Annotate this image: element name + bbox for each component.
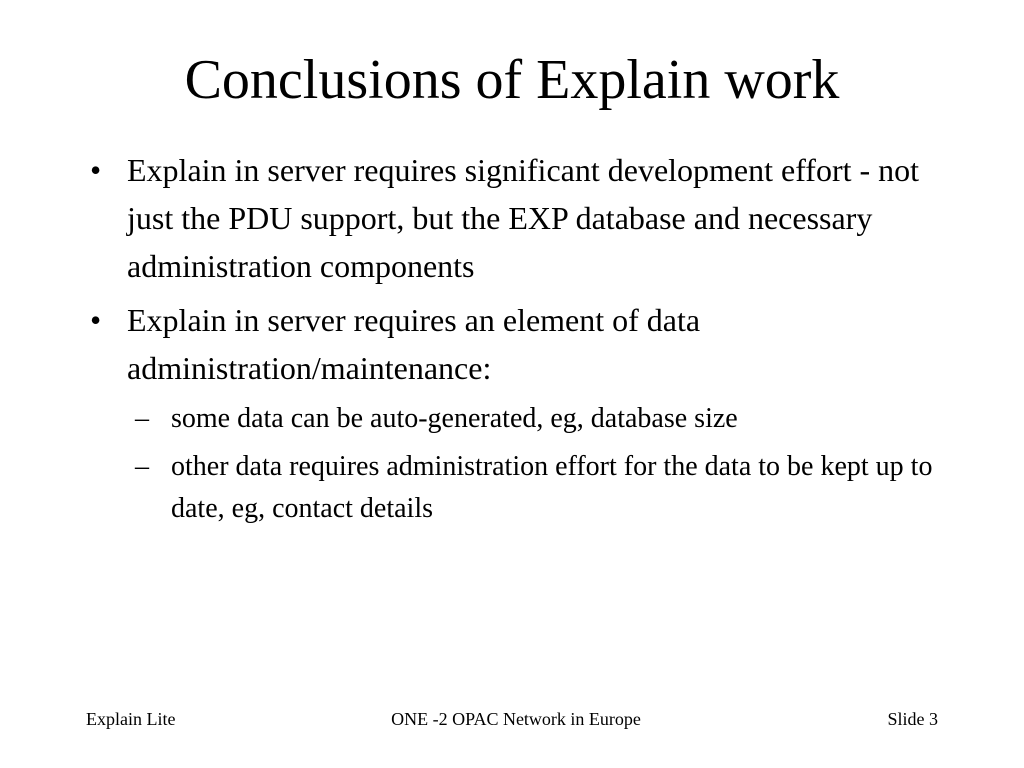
sub-bullet-text: other data requires administration effort for the data to be kept up to date, eg, contact details [171,451,933,524]
footer-center-text: ONE -2 OPAC Network in Europe [391,709,641,729]
bullet-text: Explain in server requires significant development effort - not just the PDU support, but the EXP database and necessary administration components [127,152,920,284]
bullet-item [80,146,960,290]
bullet-marker: • [90,302,102,338]
sub-bullet-item [80,398,960,440]
sub-bullet-item [80,446,960,530]
slide-body [80,146,960,536]
sub-bullet-text: some data can be auto-generated, eg, database size [171,403,738,434]
sub-bullet-marker: – [135,403,149,434]
bullet-item [80,296,960,392]
bullet-marker: • [90,152,102,188]
sub-bullet-marker: – [135,451,149,482]
footer-left-text: Explain Lite [86,709,176,729]
slide-title: Conclusions of Explain work [184,49,840,111]
slide-number: Slide 3 [887,709,938,729]
bullet-text: Explain in server requires an element of data administration/maintenance: [127,302,701,386]
